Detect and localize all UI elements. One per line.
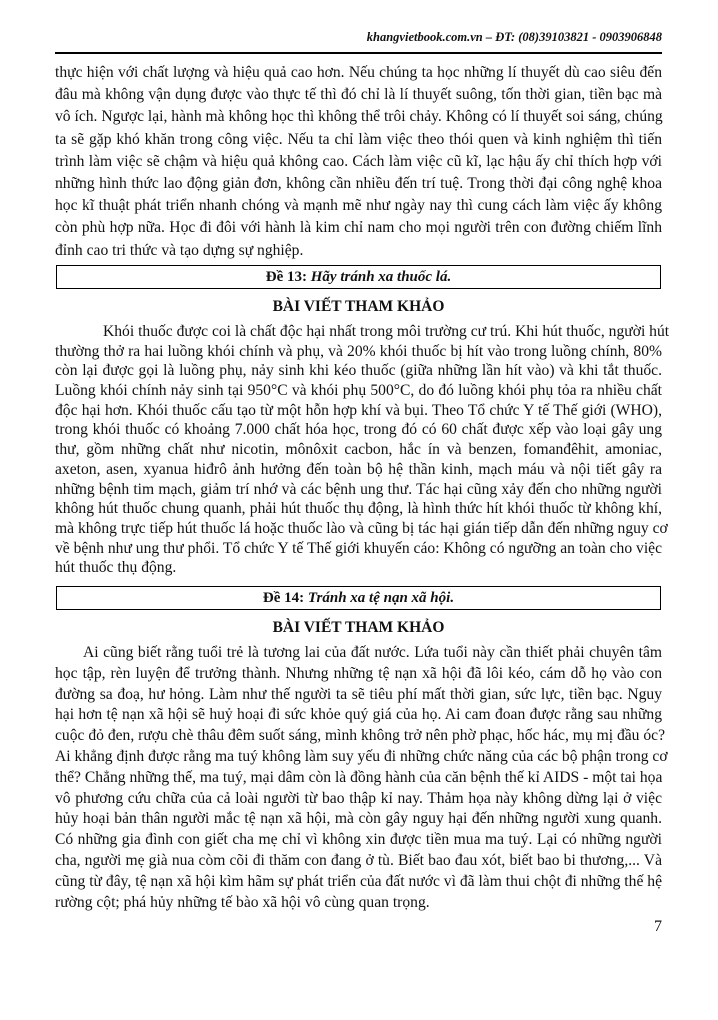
section-14-title-box <box>56 586 661 610</box>
text-line: những hình thức lao động giản đơn, không cần nhiều đến trí tuệ. Trong thời đại công nghệ khoa <box>55 174 662 192</box>
text-line: cuộc đỏ đen, rượu chè thâu đêm suốt sáng, mình không trở nên phờ phạc, hốc hác, mụ mị đầu óc? <box>55 727 666 745</box>
text-line: hại hơn tệ nạn xã hội sẽ huỷ hoại đi sức khỏe quý giá của họ. Ai cam đoan được rằng sau những <box>55 706 662 724</box>
text-line: trong khói thuốc có khoảng 7.000 chất hóa học, trong đó có 60 chất được xếp vào loại gây ung <box>55 421 662 439</box>
text-line: hủy hoại bản thân người mắc tệ nạn xã hội, mà còn gây nguy hại đến những người xung quanh. <box>55 810 662 828</box>
text-line: Khói thuốc được coi là chất độc hại nhất trong môi trường cư trú. Khi hút thuốc, người hút <box>103 323 670 340</box>
text-line: học tập, rèn luyện để trưởng thành. Nhưng những tệ nạn xã hội đã lôi kéo, cám dỗ họ vào con <box>55 664 662 682</box>
text-line: Luồng khói chính nảy sinh tại 950°C và khói phụ 500°C, do đó luồng khói phụ tỏa ra nhiều chất <box>55 382 662 400</box>
text-line: axeton, asen, xyanua hiđrô ảnh hưởng đến toàn bộ hệ thần kinh, mạch máu và nội tiết gây ra <box>55 460 662 478</box>
text-line: thực hiện với chất lượng và hiệu quả cao hơn. Nếu chúng ta học những lí thuyết dù cao siêu đến <box>55 64 662 81</box>
text-line: đỉnh cao tri thức và tạo dựng sự nghiệp. <box>55 241 304 259</box>
section-13-topic: Hãy tránh xa thuốc lá. <box>310 269 452 285</box>
page-number: 7 <box>654 918 662 935</box>
section-14-subheading: BÀI VIẾT THAM KHẢO <box>272 619 445 636</box>
text-line: hút thuốc thụ động. <box>55 559 177 577</box>
text-line: còn lại được gọi là luồng phụ, nảy sinh khi kéo thuốc (giữa những lần hít vào) và khi tắt thuốc. <box>55 362 662 380</box>
section-13-subheading: BÀI VIẾT THAM KHẢO <box>272 298 445 315</box>
text-line: còn phù hợp nữa. Học đi đôi với hành là kim chỉ nam cho mọi người trên con đường chiếm lĩnh <box>55 219 662 237</box>
text-line: không hút thuốc chung quanh, phải hút thuốc thụ động, là hình thức hít khói thuốc từ không khí, <box>55 500 662 518</box>
section-13-title-box <box>56 265 661 289</box>
text-line: mà không trực tiếp hút thuốc lá hoặc thuốc lào và cũng bị tác hại gián tiếp dẫn đến những nguy cơ <box>55 519 668 537</box>
text-line: trình làm việc sẽ chậm và hiệu quả không cao. Cách làm việc cũ kĩ, lạc hậu ấy chỉ thích hợp với <box>55 152 662 170</box>
text-line: Ai khẳng định được rằng ma tuý không làm suy yếu đi những chức năng của các bộ phận trong cơ <box>55 747 668 765</box>
page-header: khangvietbook.com.vn – ĐT: (08)39103821 - 0903906848 <box>366 30 662 44</box>
text-line: Có những gia đình con giết cha mẹ chỉ vì không xin được tiền mua ma tuý. Lại có những người <box>55 831 662 849</box>
section-14-paragraph <box>55 643 668 913</box>
text-line: vô phương cứu chữa của cả loài người từ bao thập kỉ nay. Thảm họa này không dừng lại ở việc <box>55 789 662 807</box>
text-line: Ai cũng biết rằng tuổi trẻ là tương lai của đất nước. Lứa tuổi này cần thiết phải chuyên tâm <box>83 644 662 661</box>
header-rule <box>55 52 662 54</box>
text-line: cũng từ đây, tệ nạn xã hội kìm hãm sự phát triển của đất nước vì đã làm thui chột đi những thế hệ <box>55 872 662 890</box>
section-14-label: Đề 14: <box>262 590 305 606</box>
text-line: thư, gồm những chất như nicotin, mônôxit cacbon, hắc ín và benzen, fomanđêhit, amoniac, <box>55 441 662 459</box>
section-13-paragraph <box>55 322 670 578</box>
text-line: độc hại hơn. Khói thuốc cấu tạo từ một hỗn hợp khí và bụi. Theo Tổ chức Y tế Thế giới (WHO), <box>55 401 662 419</box>
section-13-label: Đề 13: <box>265 269 308 285</box>
text-line: học kĩ thuật phát triển nhanh chóng và mạnh mẽ như ngày nay thì cung cách làm việc ấy không <box>55 197 662 215</box>
text-line: đường sa đoạ, hư hỏng. Làm như thế người ta sẽ tiêu phí mất thời gian, sức lực, tiền bạc. Nguy <box>55 685 662 703</box>
text-line: thường thở ra hai luồng khói chính và phụ, và 20% khói thuốc bị hít vào trong luồng chính, 80% <box>55 342 662 360</box>
section-14-topic: Tránh xa tệ nạn xã hội. <box>307 590 455 606</box>
text-line: thể? Chẳng những thế, ma tuý, mại dâm còn là đồng hành của căn bệnh thế kỉ AIDS - một tai họa <box>55 768 663 786</box>
text-line: về bệnh như ung thư phổi. Tổ chức Y tế Thế giới khuyến cáo: Không có ngưỡng an toàn cho việc <box>55 539 662 557</box>
intro-paragraph <box>55 62 662 262</box>
text-line: ta sẽ gặp khó khăn trong công việc. Nếu ta chỉ làm việc theo thói quen và kinh nghiệm thì tiến <box>55 130 662 148</box>
text-line: vô ích. Ngược lại, hành mà không học thì không thể trôi chảy. Không có lí thuyết soi sáng, chúng <box>55 108 663 126</box>
text-line: đâu mà không vận dụng được vào thực tế thì đó chỉ là lí thuyết suông, tốn thời gian, tiền bạc mà <box>55 86 662 104</box>
text-line: những bệnh tim mạch, giảm trí nhớ và các bệnh ung thư. Tác hại cũng xảy đến cho những người <box>55 480 662 498</box>
text-line: cha, người mẹ già nua còm cõi đi thăm con đang ở tù. Biết bao đau xót, biết bao bi thương,... Và <box>55 851 662 869</box>
text-line: rường cột; phá hủy những tế bào xã hội vô cùng quan trọng. <box>55 893 430 911</box>
